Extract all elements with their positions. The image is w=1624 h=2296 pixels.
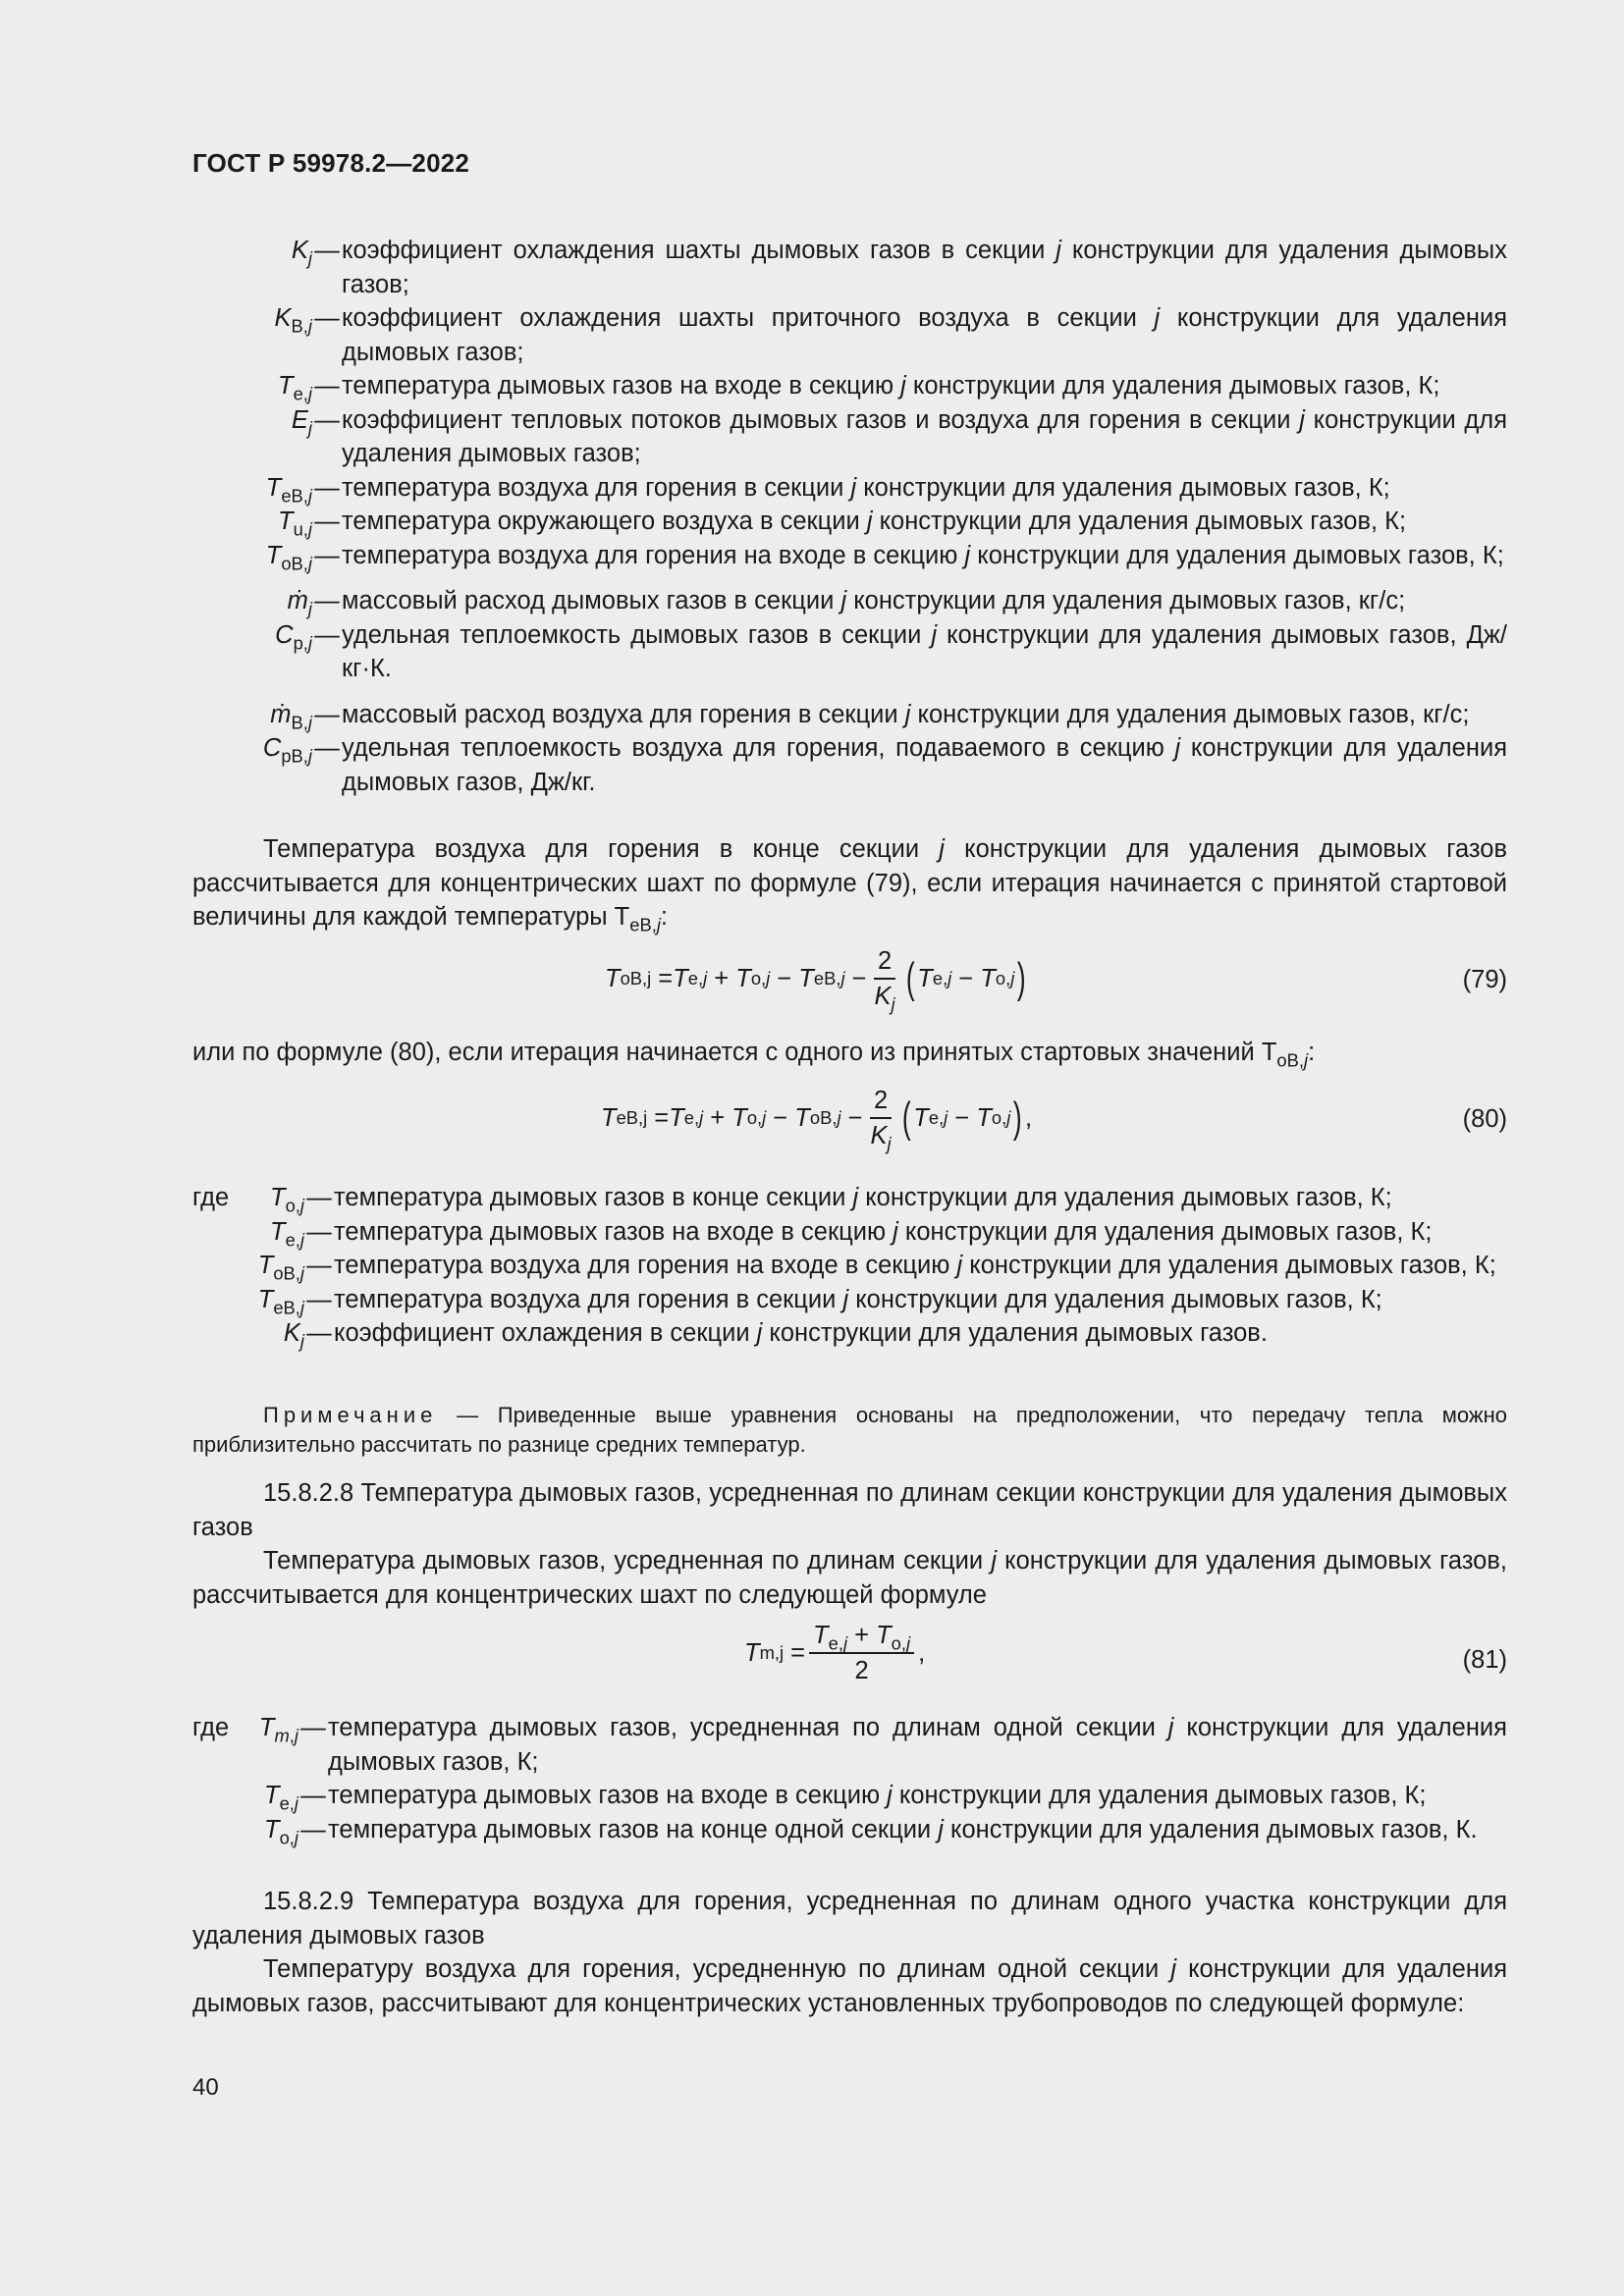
equation-number: (79) (1462, 966, 1507, 993)
equation-80 (192, 1084, 1507, 1152)
definitions-list-2 (192, 1181, 1507, 1351)
equation-number: (80) (1462, 1105, 1507, 1133)
where-label: где (192, 1184, 230, 1211)
note (192, 1401, 1507, 1460)
definition-item: $E_j$ — коэффициент тепловых потоков дымовых газов и воздуха для горения в секции j конструкции для удаления дымовых газов; (192, 403, 1507, 471)
definition-item: $T_{o,j}$ — температура дымовых газов на конце одной секции j конструкции для удаления дымовых газов, К. (192, 1813, 1507, 1847)
definition-item: где $T_{m,j}$ — температура дымовых газов, усредненная по длинам одной секции j конструкции для удаления дымовых газов, К; (192, 1711, 1507, 1779)
definition-item: $T_{e,j}$ — температура дымовых газов на входе в секцию j конструкции для удаления дымовых газов, К; (192, 1215, 1507, 1250)
definition-text: температура дымовых газов на входе в секцию j конструкции для удаления дымовых газов, К; (328, 1782, 1427, 1809)
definition-symbol: $T_{e,j}$ (278, 372, 312, 404)
definition-text: температура окружающего воздуха в секции j конструкции для удаления дымовых газов, К; (342, 507, 1407, 535)
definitions-list-1 (192, 234, 1507, 799)
definition-item: $K_j$ — коэффициент охлаждения шахты дымовых газов в секции j конструкции для удаления дымовых газов; (192, 234, 1507, 301)
definition-text: коэффициент охлаждения шахты дымовых газов в секции j конструкции для удаления дымовых газов; (342, 237, 1507, 298)
definition-text: температура дымовых газов, усредненная по длинам одной секции j конструкции для удаления дымовых газов, К; (328, 1714, 1507, 1776)
definition-text: коэффициент охлаждения шахты приточного воздуха в секции j конструкции для удаления дымовых газов; (342, 304, 1507, 366)
definition-symbol: $T_{m,j}$ (258, 1714, 298, 1746)
definition-item: $K_j$ — коэффициент охлаждения в секции j конструкции для удаления дымовых газов. (192, 1316, 1507, 1351)
definition-symbol: $K_j$ (283, 1319, 304, 1352)
definition-symbol: $K_{B,j}$ (274, 304, 312, 337)
definition-symbol: $T_{o,j}$ (264, 1815, 298, 1847)
definition-item: $T_{oB,j}$ — температура воздуха для горения на входе в секцию j конструкции для удаления дымовых газов, К; (192, 1249, 1507, 1283)
definition-text: температура воздуха для горения в секции j конструкции для удаления дымовых газов, К; (342, 473, 1390, 502)
definition-text: массовый расход воздуха для горения в секции j конструкции для удаления дымовых газов, кг/с; (342, 700, 1470, 728)
definition-symbol: $E_j$ (291, 405, 312, 438)
definition-text: коэффициент тепловых потоков дымовых газов и воздуха для горения в секции j конструкции для удаления дымовых газов; (342, 405, 1507, 467)
note-label: Примечание (263, 1403, 438, 1427)
definition-item: $T_{eB,j}$ — температура воздуха для горения в секции j конструкции для удаления дымовых газов, К; (192, 471, 1507, 506)
section-15-8-2-8 (192, 1476, 1507, 1612)
section-heading: 15.8.2.9 Температура воздуха для горения, усредненная по длинам одного участка конструкции для удаления дымовых газов (192, 1888, 1507, 1949)
definition-text: массовый расход дымовых газов в секции j конструкции для удаления дымовых газов, кг/с; (342, 587, 1406, 614)
equation-80-body: T eB,j = T e,j + T o,j − T oB,j − $\frac{2}{K_j}$ ( T e,j − T o,j ) , (601, 1087, 1033, 1154)
equation-79 (192, 944, 1507, 1013)
where-label: где (192, 1714, 230, 1741)
definition-text: температура воздуха для горения в секции j конструкции для удаления дымовых газов, К; (334, 1285, 1382, 1313)
equation-79-body: T oB,j = T e,j + T o,j − T eB,j − $\frac{2}{K_j}$ ( T e,j − T o,j ) (605, 947, 1027, 1015)
definition-text: удельная теплоемкость дымовых газов в секции j конструкции для удаления дымовых газов, Дж/кг·К. (342, 620, 1507, 682)
document-code: ГОСТ Р 59978.2—2022 (192, 148, 470, 178)
definition-text: температура дымовых газов на входе в секцию j конструкции для удаления дымовых газов, К; (342, 372, 1440, 400)
section-15-8-2-9 (192, 1885, 1507, 2020)
definitions-list-3 (192, 1711, 1507, 1846)
equation-81 (192, 1621, 1507, 1699)
definition-item: где $T_{o,j}$ — температура дымовых газов в конце секции j конструкции для удаления дымовых газов, К; (192, 1181, 1507, 1215)
definition-symbol: $C_{pB,j}$ (262, 734, 312, 767)
definition-text: температура дымовых газов в конце секции j конструкции для удаления дымовых газов, К; (334, 1184, 1392, 1211)
definition-text: температура воздуха для горения на входе в секцию j конструкции для удаления дымовых газов, К; (334, 1252, 1496, 1279)
definition-symbol: $T_{o,j}$ (270, 1184, 304, 1216)
definition-symbol: $T_{e,j}$ (264, 1782, 298, 1814)
definition-item: $T_{eB,j}$ — температура воздуха для горения в секции j конструкции для удаления дымовых газов, К; (192, 1283, 1507, 1317)
definition-item: ṁ$_{B,j}$ — массовый расход воздуха для горения в секции j конструкции для удаления дымовых газов, кг/с; (192, 698, 1507, 732)
section-heading: 15.8.2.8 Температура дымовых газов, усредненная по длинам секции конструкции для удаления дымовых газов (192, 1479, 1507, 1541)
definition-text: коэффициент охлаждения в секции j конструкции для удаления дымовых газов. (334, 1319, 1268, 1347)
definition-item: $C_{p,j}$ — удельная теплоемкость дымовых газов в секции j конструкции для удаления дымовых газов, Дж/кг·К. (192, 618, 1507, 686)
equation-81-body: T m,j = $\frac{T_{e,j} + T_{o,j}}{2}$ , (744, 1622, 926, 1684)
definition-symbol: $T_{u,j}$ (278, 507, 312, 540)
definition-item: ṁ$_j$ — массовый расход дымовых газов в секции j конструкции для удаления дымовых газов, кг/с; (192, 584, 1507, 618)
definition-symbol: $K_j$ (291, 237, 312, 269)
paragraph-text: Температуру воздуха для горения, усредненную по длинам одной секции j конструкции для удаления дымовых газов, рассчитывают для концентрических установленных трубопроводов по следующей формуле: (192, 1955, 1507, 2017)
definition-symbol: $C_{p,j}$ (275, 620, 312, 653)
definition-text: температура воздуха для горения на входе в секцию j конструкции для удаления дымовых газов, К; (342, 541, 1504, 569)
paragraph-text: Температура дымовых газов, усредненная по длинам секции j конструкции для удаления дымовых газов, рассчитывается для концентрических шахт по следующей формуле (192, 1547, 1507, 1609)
definition-text: удельная теплоемкость воздуха для горения, подаваемого в секцию j конструкции для удаления дымовых газов, Дж/кг. (342, 734, 1508, 796)
symbol-subscript: eB,j (629, 914, 661, 935)
definition-item: $K_{B,j}$ — коэффициент охлаждения шахты приточного воздуха в секции j конструкции для удаления дымовых газов; (192, 301, 1507, 369)
paragraph-iteration-intro: Температура воздуха для горения в конце секции j конструкции для удаления дымовых газов рассчитывается для концентрических шахт по формуле (79), если итерация начинается с принятой стартовой величины для каждой температуры $T_{eB,j}$: (192, 835, 1507, 935)
definition-symbol: $T_{oB,j}$ (265, 541, 312, 573)
paragraph-alt-formula: или по формуле (80), если итерация начинается с одного из принятых стартовых значений $T_{oB,j}$: (192, 1039, 1316, 1071)
definition-item: $T_{oB,j}$ — температура воздуха для горения на входе в секцию j конструкции для удаления дымовых газов, К; (192, 539, 1507, 573)
definition-symbol: $T_{eB,j}$ (257, 1285, 304, 1317)
note-text: — Приведенные выше уравнения основаны на предположении, что передачу тепла можно приблизительно рассчитать по разнице средних температур. (192, 1403, 1507, 1457)
definition-symbol: ṁ$_{B,j}$ (270, 700, 312, 732)
definition-text: температура дымовых газов на входе в секцию j конструкции для удаления дымовых газов, К; (334, 1217, 1433, 1246)
definition-item: $C_{pB,j}$ — удельная теплоемкость воздуха для горения, подаваемого в секцию j конструкции для удаления дымовых газов, Дж/кг. (192, 731, 1507, 799)
page-number: 40 (192, 2074, 219, 2101)
equation-number: (81) (1462, 1646, 1507, 1674)
definition-symbol: $T_{e,j}$ (270, 1217, 304, 1250)
definition-item: $T_{u,j}$ — температура окружающего воздуха в секции j конструкции для удаления дымовых газов, К; (192, 505, 1507, 539)
definition-item: $T_{e,j}$ — температура дымовых газов на входе в секцию j конструкции для удаления дымовых газов, К; (192, 369, 1507, 403)
paragraph-text: Температура воздуха для горения в конце секции j конструкции для удаления дымовых газов рассчитывается для концентрических шахт по формуле (79), если итерация начинается с принятой стартовой величины для каждой температуры T (192, 835, 1507, 931)
definition-symbol: ṁ$_j$ (287, 587, 312, 619)
definition-symbol: $T_{eB,j}$ (265, 473, 312, 506)
definition-symbol: $T_{oB,j}$ (257, 1252, 304, 1284)
definition-text: температура дымовых газов на конце одной секции j конструкции для удаления дымовых газов, К. (328, 1815, 1478, 1843)
definition-item: $T_{e,j}$ — температура дымовых газов на входе в секцию j конструкции для удаления дымовых газов, К; (192, 1779, 1507, 1813)
